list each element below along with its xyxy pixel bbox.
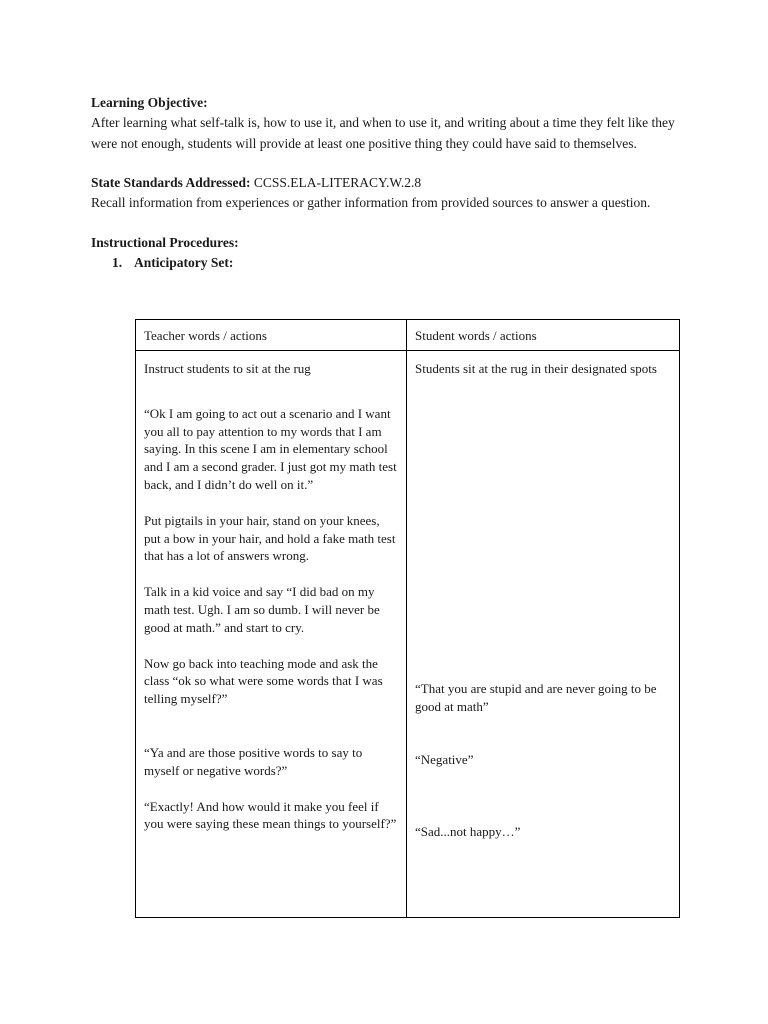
teacher-step: Now go back into teaching mode and ask the class “ok so what were some words that I was telling myself?” (144, 655, 383, 707)
instructional-procedures-heading: Instructional Procedures: (91, 234, 239, 250)
table-row (136, 351, 680, 918)
state-standards-line (91, 173, 681, 193)
student-response: Students sit at the rug in their designated spots (415, 361, 657, 376)
teacher-step: Put pigtails in your hair, stand on your knees, put a bow in your hair, and hold a fake math test that has a lot of answers wrong. (144, 512, 396, 564)
state-standards-heading: State Standards Addressed: (91, 175, 251, 190)
list-item (91, 253, 681, 273)
list-item-label: Anticipatory Set: (134, 254, 234, 270)
anticipatory-set-table (135, 319, 680, 918)
teacher-step: “Ok I am going to act out a scenario and I want you all to pay attention to my words that I am saying. In this scene I am in elementary school and I am a second grader. I just got my math test back, and I didn’t do well on it.” (144, 405, 397, 492)
teacher-step: Talk in a kid voice and say “I did bad on my math test. Ugh. I am so dumb. I will never be good at math.” and start to cry. (144, 584, 380, 635)
student-response: “Sad...not happy…” (415, 824, 521, 840)
student-cell (407, 351, 680, 918)
student-response: “Negative” (415, 752, 474, 768)
procedures-list (91, 253, 681, 273)
teacher-step: “Ya and are those positive words to say to myself or negative words?” (144, 744, 363, 778)
teacher-cell (136, 351, 407, 918)
student-response: “That you are stupid and are never going to be good at math” (415, 680, 657, 714)
table-header-row (136, 320, 680, 351)
student-column-header: Student words / actions (407, 320, 680, 351)
list-item-number: 1. (112, 254, 123, 270)
lesson-plan-page (91, 93, 681, 273)
teacher-step: Instruct students to sit at the rug (144, 361, 311, 376)
state-standards-code: CCSS.ELA-LITERACY.W.2.8 (253, 175, 422, 190)
learning-objective-heading: Learning Objective: (91, 95, 208, 110)
teacher-column-header: Teacher words / actions (136, 320, 407, 351)
state-standards-text: Recall information from experiences or gather information from provided sources to answer a question. (91, 195, 651, 210)
learning-objective-text: After learning what self-talk is, how to use it, and when to use it, and writing about a time they felt like they were not enough, students will provide at least one positive thing they could have said to themselves. (91, 115, 675, 151)
teacher-step: “Exactly! And how would it make you feel if you were saying these mean things to yourself?” (144, 798, 397, 832)
